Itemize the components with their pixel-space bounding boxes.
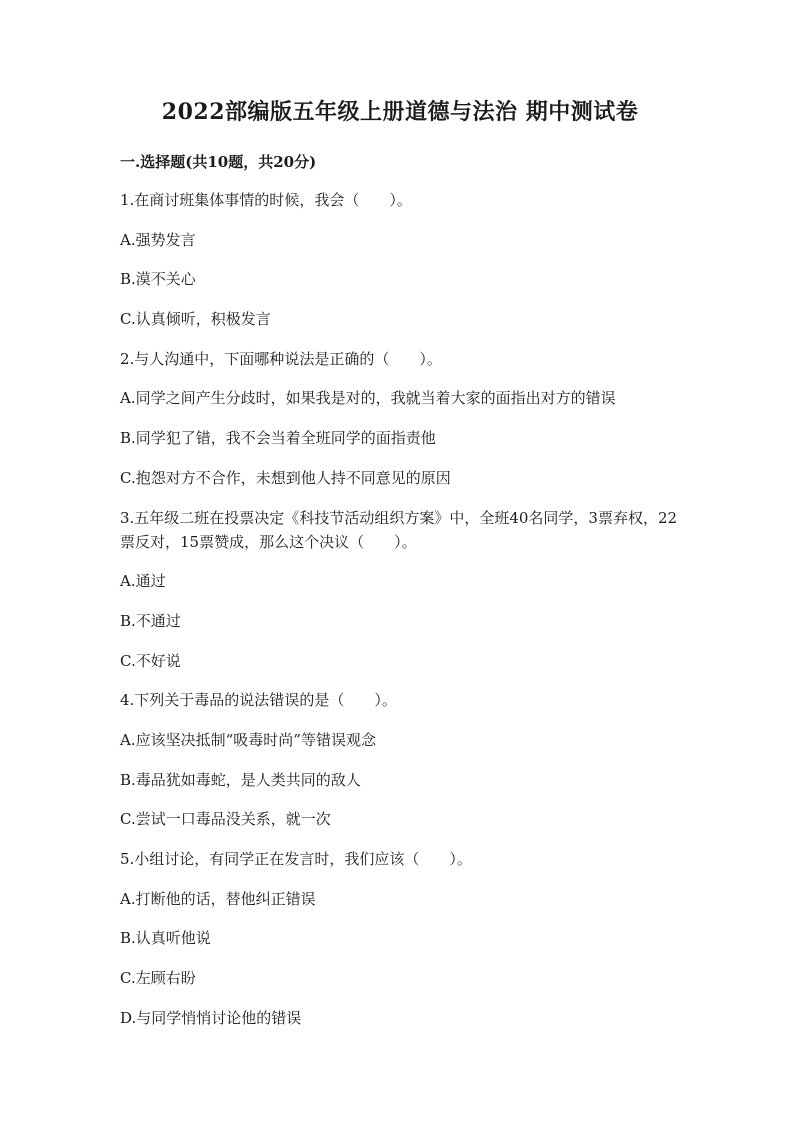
option-d: D.与同学悄悄讨论他的错误 <box>120 1008 302 1027</box>
option-a: A.同学之间产生分歧时，如果我是对的，我就当着大家的面指出对方的错误 <box>120 389 616 408</box>
option-c: C.不好说 <box>120 651 181 670</box>
question-stem: 3.五年级二班在投票决定《科技节活动组织方案》中，全班40名同学，3票弃权，22票反对，15票赞成，那么这个决议（ ）。 <box>120 508 678 551</box>
section-heading: 一.选择题(共10题，共20分) <box>120 153 317 171</box>
option-b: B.不通过 <box>120 611 181 630</box>
option-b: B.同学犯了错，我不会当着全班同学的面指责他 <box>120 429 436 448</box>
option-c: C.左顾右盼 <box>120 969 196 988</box>
option-b: B.漠不关心 <box>120 270 196 289</box>
option-c: C.认真倾听，积极发言 <box>120 310 271 329</box>
option-a: A.应该坚决抵制“吸毒时尚”等错误观念 <box>120 730 376 749</box>
question-stem: 1.在商讨班集体事情的时候，我会（ ）。 <box>120 191 412 209</box>
option-b: B.毒品犹如毒蛇，是人类共同的敌人 <box>120 770 361 789</box>
option-a: A.强势发言 <box>120 230 196 249</box>
question-stem: 5.小组讨论，有同学正在发言时，我们应该（ ）。 <box>120 850 472 868</box>
option-c: C.尝试一口毒品没关系，就一次 <box>120 810 331 829</box>
option-c: C.抱怨对方不合作，未想到他人持不同意见的原因 <box>120 468 451 487</box>
option-b: B.认真听他说 <box>120 929 211 948</box>
question-stem: 4.下列关于毒品的说法错误的是（ ）。 <box>120 691 397 710</box>
question-2 <box>120 347 680 490</box>
document-title: 2022部编版五年级上册道德与法治 期中测试卷 <box>161 99 639 125</box>
question-1 <box>120 188 680 331</box>
option-a: A.通过 <box>120 572 166 591</box>
question-3 <box>120 506 680 673</box>
option-a: A.打断他的话，替他纠正错误 <box>120 889 316 908</box>
question-stem: 2.与人沟通中，下面哪种说法是正确的（ ）。 <box>120 349 442 368</box>
question-5 <box>120 847 680 1030</box>
question-4 <box>120 688 680 831</box>
